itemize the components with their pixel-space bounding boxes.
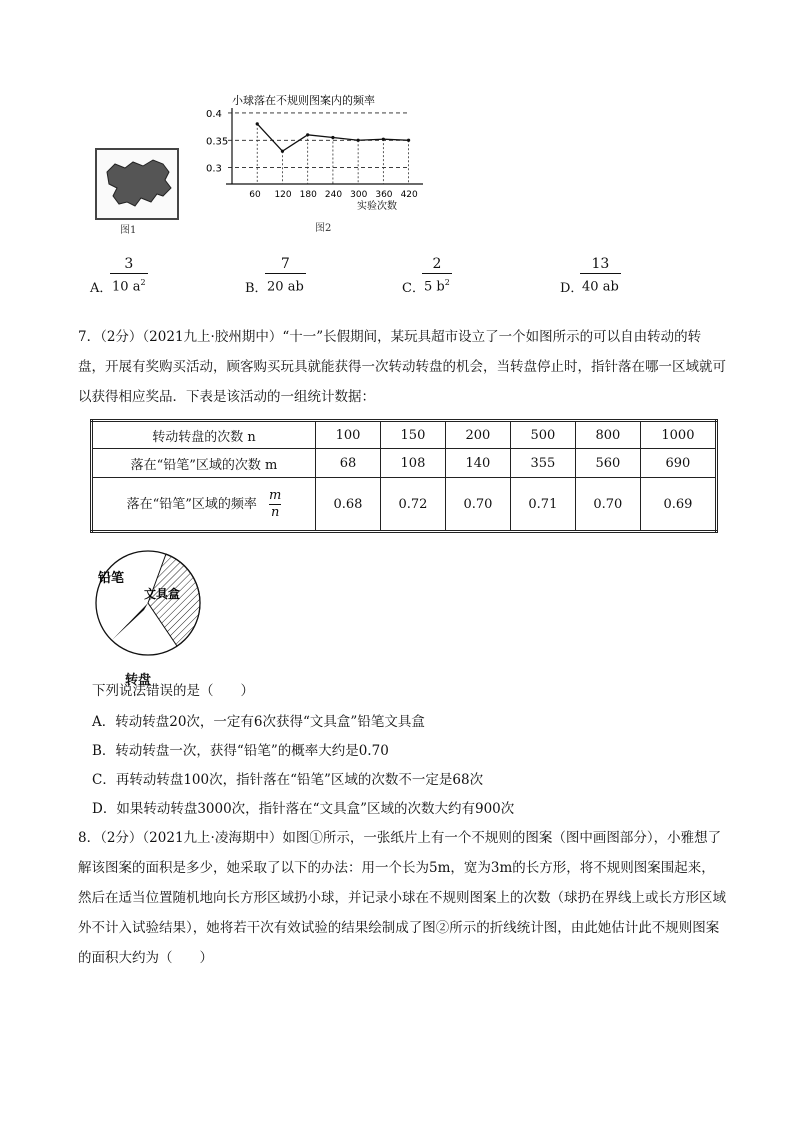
- row-header-text: 落在“铅笔”区域的频率: [126, 496, 257, 512]
- option-fraction: [267, 255, 304, 296]
- fraction-numerator: 13: [591, 256, 610, 272]
- table-cell: 0.70: [445, 478, 510, 532]
- table-cell: 108: [380, 449, 445, 478]
- m-over-n-fraction: [269, 488, 281, 521]
- q7-choice-b: B．转动转盘一次，获得“铅笔”的概率大约是0.70: [92, 743, 389, 759]
- pencil-region-label: 铅笔: [98, 570, 125, 585]
- option-label: B．: [245, 281, 268, 296]
- fraction-numerator: 7: [280, 256, 290, 272]
- option-label: C．: [402, 281, 425, 296]
- data-point: [357, 139, 360, 142]
- q8-stem: 8．（2分）（2021九上·凌海期中）如图①所示，一张纸片上有一个不规则的图案（图中画图部分），小雅想了解该图案的面积是多少，她采取了以下的办法：用一个长为5m，宽为3m的长方形，将不规则图案围起来，然后在适当位置随机地向长方形区域扔小球，并记录小球在不规则图案上的次数（球扔在界线上或长方形区域外不计入试验结果），她将若干次有效试验的结果绘制成了图②所示的折线统计图，由此她估计此不规则图案的面积大约为（ ）: [78, 830, 726, 966]
- fraction-denominator: 10 $a^2$: [112, 278, 146, 295]
- fraction-denominator: 5 $b^2$: [424, 278, 450, 295]
- table-cell: 68: [316, 449, 381, 478]
- spinner-figure: [88, 548, 218, 666]
- x-tick-label: 240: [324, 190, 343, 200]
- table-row-header: 转动转盘的次数 n: [92, 421, 316, 449]
- table-row: [92, 478, 717, 532]
- table-row: [92, 449, 717, 478]
- figure2-caption: 图2: [315, 223, 332, 234]
- q7-stem: 7．（2分）（2021九上·胶州期中）“十一”长假期间，某玩具超市设立了一个如图所示的可以自由转动的转盘，开展有奖购买活动，顾客购买玩具就能获得一次转动转盘的机会，当转盘停止时，指针落在哪一区域就可以获得相应奖品．下表是该活动的一组统计数据：: [78, 329, 726, 405]
- q7-stat-table: [90, 419, 718, 533]
- table-cell: 560: [575, 449, 640, 478]
- option-label: A．: [90, 281, 113, 296]
- fraction-numerator: 2: [432, 256, 442, 272]
- option-fraction: [582, 255, 619, 296]
- fraction-denominator: 40 ab: [582, 279, 619, 295]
- y-tick-label: 0.35: [206, 136, 229, 148]
- table-cell: 0.70: [575, 478, 640, 532]
- table-cell: 100: [316, 421, 381, 449]
- fraction-numerator: 3: [124, 256, 134, 272]
- x-tick-label: 60: [249, 190, 261, 200]
- table-cell: 0.69: [640, 478, 716, 532]
- data-point: [382, 138, 385, 141]
- table-cell: 140: [445, 449, 510, 478]
- table-cell: 690: [640, 449, 716, 478]
- q7-choice-c: C．再转动转盘100次，指针落在“铅笔”区域的次数不一定是68次: [92, 772, 484, 788]
- x-tick-label: 420: [400, 190, 418, 200]
- y-tick-label: 0.3: [206, 163, 222, 175]
- table-row-header: 落在“铅笔”区域的次数 m: [92, 449, 316, 478]
- table-cell: 1000: [640, 421, 716, 449]
- x-axis-label: 实验次数: [357, 201, 397, 212]
- table-row-header: [92, 478, 316, 532]
- table-cell: 0.71: [510, 478, 575, 532]
- x-tick-label: 120: [274, 190, 292, 200]
- figure1-caption: 图1: [120, 225, 137, 236]
- q7-question: 下列说法错误的是（ ）: [92, 683, 254, 699]
- data-point: [281, 150, 284, 153]
- table-cell: 200: [445, 421, 510, 449]
- table-cell: 0.68: [316, 478, 381, 532]
- data-point: [256, 122, 259, 125]
- spinner-caption: 转盘: [125, 672, 152, 687]
- fraction-denominator: n: [271, 504, 280, 520]
- q7-choice-a: A．转动转盘20次，一定有6次获得“文具盒”铅笔文具盒: [92, 714, 425, 730]
- fraction-denominator: 20 ab: [267, 279, 304, 295]
- x-tick-label: 300: [350, 190, 368, 200]
- data-point: [306, 133, 309, 136]
- data-point: [407, 139, 410, 142]
- table-cell: 150: [380, 421, 445, 449]
- table-cell: 500: [510, 421, 575, 449]
- option-fraction: [424, 255, 450, 296]
- frequency-line-chart: [200, 92, 430, 212]
- table-cell: 355: [510, 449, 575, 478]
- x-tick-label: 180: [299, 190, 317, 200]
- y-tick-label: 0.4: [206, 108, 222, 120]
- x-tick-label: 360: [375, 190, 393, 200]
- fraction-numerator: m: [269, 487, 282, 503]
- chart-title: 小球落在不规则图案内的频率: [232, 94, 375, 107]
- option-label: D．: [560, 281, 584, 296]
- q7-choice-d: D．如果转动转盘3000次，指针落在“文具盒”区域的次数大约有900次: [92, 801, 515, 817]
- table-cell: 0.72: [380, 478, 445, 532]
- table-cell: 800: [575, 421, 640, 449]
- option-fraction: [112, 255, 146, 296]
- table-row: [92, 421, 717, 449]
- irregular-shape-icon: [97, 150, 177, 218]
- box-region-label: 文具盒: [144, 587, 181, 601]
- figure1-rectangle: [95, 148, 179, 220]
- data-point: [331, 136, 334, 139]
